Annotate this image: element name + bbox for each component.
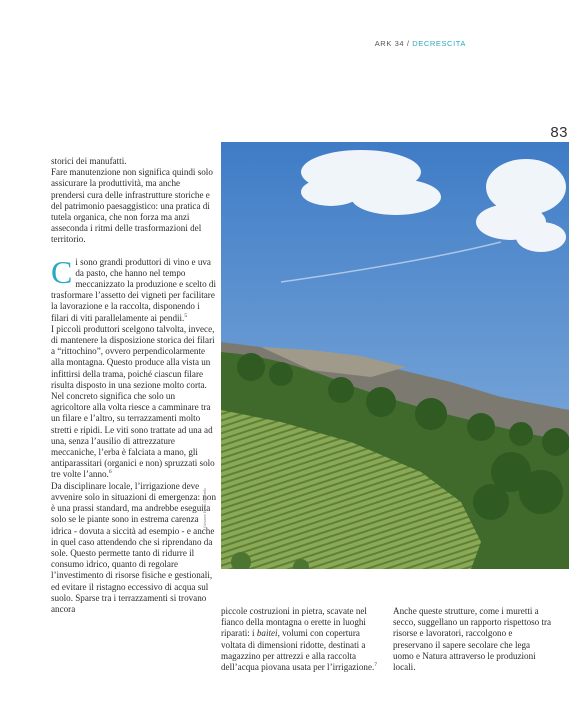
issue-label: ARK 34 / bbox=[374, 39, 413, 48]
baitei-text-after: , volumi con copertura voltata di dimensioni ridotte, destinati a magazzino per attrezzi e alla raccolta dell’acqua piovana usata per l’irrigazione. bbox=[221, 628, 375, 673]
section-label: DECRESCITA bbox=[412, 39, 466, 48]
paragraph-continued: storici dei manufatti. bbox=[51, 156, 127, 166]
baitei-text-before: piccole costruzioni in pietra, scavate nel fianco della montagna o erette in luoghi riparati: i bbox=[221, 606, 367, 639]
page-number: 83 bbox=[550, 124, 568, 141]
paragraph-irrigation: Da disciplinare locale, l’irrigazione deve avvenire solo in situazioni di emergenza: non è una prassi standard, ma andrebbe eseguita solo se le piante sono in estrema carenza idrica - dovuta a siccità ad esempio - e anche in quel caso attendendo che si riprendano da sole. Questo permette tanto di ridurre il consumo idrico, quanto di regolare l’investimento di risorse fisiche e gestionali, ed evitare il ristagno eccessivo di acqua sul suolo. Sparse tra i terrazzamenti si trovano ancora bbox=[51, 480, 216, 614]
paragraph-producers bbox=[51, 253, 216, 324]
paragraph-baitei bbox=[221, 606, 386, 673]
baitei-term: baitei bbox=[256, 628, 278, 639]
paragraph-small-producers bbox=[51, 324, 216, 481]
footnote-ref-7: 7 bbox=[374, 661, 378, 668]
paragraph-small-producers-text: I piccoli produttori scelgono talvolta, invece, di mantenere la disposizione storica dei filari a “rittochino”, ovvero perpendicolarmente alla montagna. Questo produce alla vista un infittirsi della trama, poiché ciascun filare risulta disposto in una sezione molto corta. Nel concreto significa che solo un agricoltore alla volta riesce a camminare tra un filare e l’altro, su terrazzamenti molto stretti e ripidi. Le viti sono trattate ad una ad una, senza l’ausilio di attrezzature meccaniche, l’erba è falciata a mano, gli antiparassitari (organici e non) spruzzati solo tre volte l’anno. bbox=[51, 323, 215, 480]
text-column-right bbox=[393, 606, 553, 673]
footnote-ref-5: 5 bbox=[184, 312, 188, 319]
photo-credit: Giovanni Emilio Galanello bbox=[203, 487, 207, 528]
running-header bbox=[375, 39, 466, 48]
paragraph-producers-text: i sono grandi produttori di vino e uva da pasto, che hanno nel tempo meccanizzato la produzione e scelto di trasformare l’assetto dei vigneti per facilitare la lavorazione e la raccolta, disponendo i filari di viti parallelamente ai pendii. bbox=[51, 256, 216, 323]
footnote-ref-6: 6 bbox=[108, 469, 112, 476]
paragraph-closing: Anche queste strutture, come i muretti a secco, suggellano un rapporto rispettoso tra risorse e lavoratori, raccolgono e preservano il sapere secolare che lega uomo e Natura attraverso le produzioni locali. bbox=[393, 606, 552, 673]
vineyard-photo bbox=[221, 142, 569, 569]
drop-cap: C bbox=[51, 253, 73, 290]
text-column-middle bbox=[221, 606, 386, 673]
paragraph-maintenance: Fare manutenzione non significa quindi solo assicurare la produttività, ma anche prendersi cura delle infrastrutture storiche e del patrimonio paesaggistico: una pratica di tutela organica, che non forza ma anzi asseconda i ritmi delle trasformazioni del territorio. bbox=[51, 167, 213, 245]
text-column-left bbox=[51, 156, 216, 615]
